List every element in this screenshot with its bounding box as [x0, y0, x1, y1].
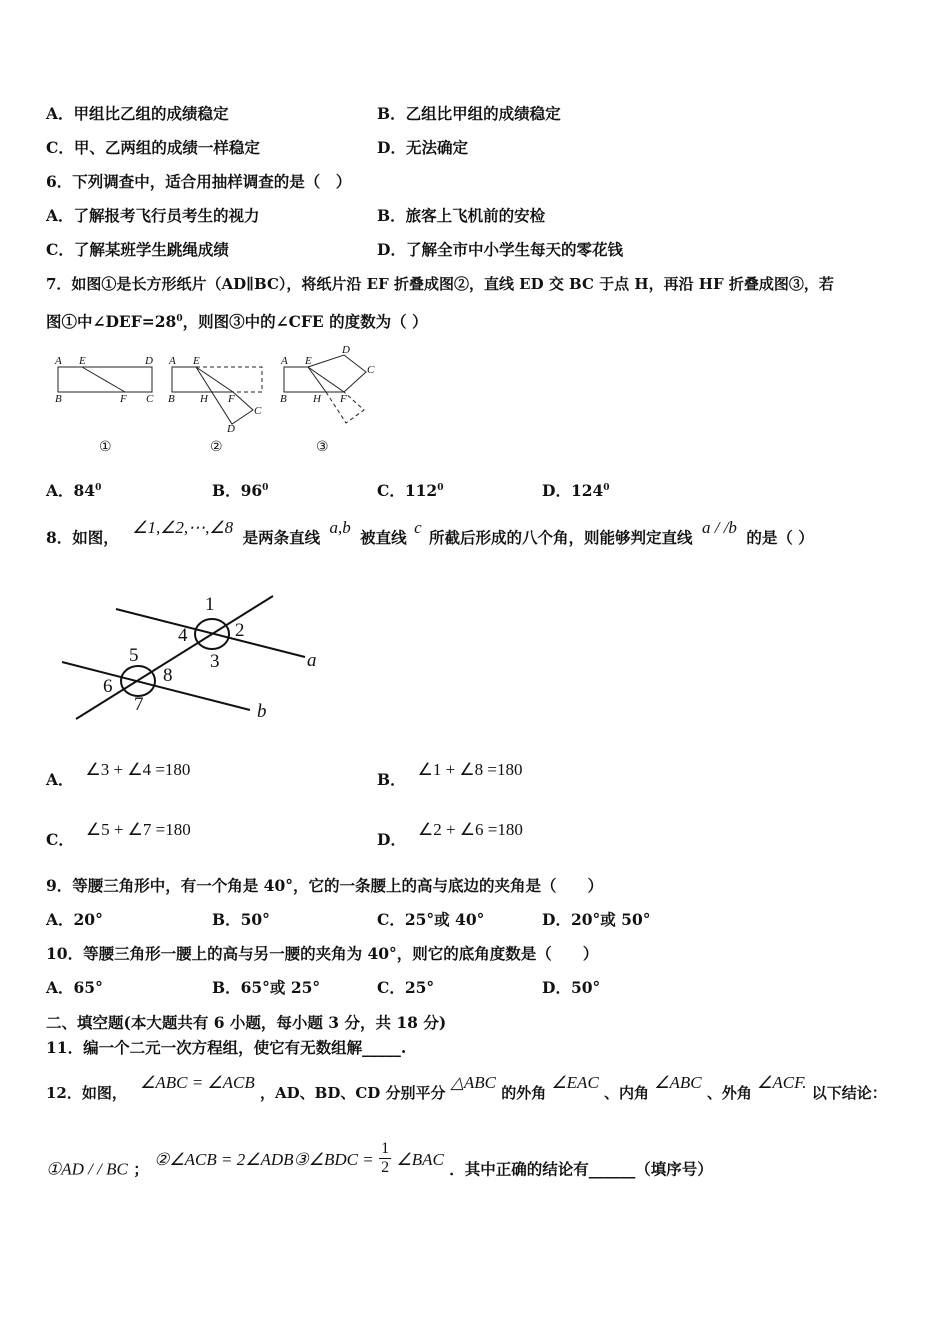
q8-option-d: D．∠2 + ∠6 =180 [377, 820, 523, 849]
q5-option-b: B．乙组比甲组的成绩稳定 [377, 104, 561, 123]
fig2-label-f: F [228, 393, 235, 405]
q7-stem-line1: 7．如图①是长方形纸片（AD∥BC），将纸片沿 EF 折叠成图②，直线 ED 交 BC 于点 H，再沿 HF 折叠成图③，若 [46, 275, 834, 293]
q8-option-c: C．∠5 + ∠7 =180 [46, 820, 191, 849]
q9-option-d: D．20°或 50° [542, 910, 651, 929]
fig3-label-e: E [305, 355, 312, 367]
fig1-label-e: E [79, 355, 86, 367]
fig2-label-c: C [254, 405, 262, 417]
q8-angle-8: 8 [163, 665, 173, 686]
fig3-label-d: D [342, 344, 350, 356]
fig1-caption: ① [99, 439, 112, 455]
q6-option-a: A．了解报考飞行员考生的视力 [46, 206, 260, 225]
q6-option-d: D．了解全市中小学生每天的零花钱 [377, 240, 623, 259]
q6-option-c: C．了解某班学生跳绳成绩 [46, 240, 229, 259]
q8-angle-7: 7 [134, 694, 144, 715]
q8-line-b: b [257, 701, 267, 722]
q8-option-b: B．∠1 + ∠8 =180 [377, 760, 523, 789]
q8-angle-3: 3 [210, 651, 220, 672]
q8-angle-1: 1 [205, 594, 215, 615]
fig2-label-e: E [193, 355, 200, 367]
q8-angle-2: 2 [235, 620, 245, 641]
fig1-label-c: C [146, 393, 154, 405]
fig2-label-h: H [200, 393, 208, 405]
fig1-label-d: D [145, 355, 153, 367]
q6-option-b: B．旅客上飞机前的安检 [377, 206, 546, 225]
fig2-label-b: B [168, 393, 175, 405]
q7-option-a: A．$84^0$ [46, 481, 102, 500]
fig1-label-a: A [55, 355, 62, 367]
q9-option-c: C．25°或 40° [377, 910, 485, 929]
q7-stem-line2: 图①中$\angle DEF=28^0$，则图③中的∠CFE 的度数为（ ） [46, 312, 428, 331]
fig3-label-b: B [280, 393, 287, 405]
fig3-caption: ③ [316, 439, 329, 455]
fig1-label-f: F [120, 393, 127, 405]
q9-option-b: B．50° [212, 910, 270, 929]
fig2-caption: ② [210, 439, 223, 455]
q5-option-c: C．甲、乙两组的成绩一样稳定 [46, 138, 260, 157]
fig2-label-a: A [169, 355, 176, 367]
q6-stem: 6．下列调查中，适合用抽样调查的是（ ） [46, 172, 352, 191]
q12-fraction: $\frac{1}{2}$ [381, 1140, 390, 1176]
q8-angle-5: 5 [129, 645, 139, 666]
q7-option-c: C．$112^0$ [377, 481, 444, 500]
q9-option-a: A．20° [46, 910, 103, 929]
q7-option-d: D．$124^0$ [542, 481, 610, 500]
q7-option-b: B．$96^0$ [212, 481, 269, 500]
fig3-label-h: H [313, 393, 321, 405]
q8-angle-6: 6 [103, 676, 113, 697]
q8-angle-4: 4 [178, 625, 188, 646]
fig3-label-f: F [340, 393, 347, 405]
fig3-label-a: A [281, 355, 288, 367]
q10-stem: 10．等腰三角形一腰上的高与另一腰的夹角为 40°，则它的底角度数是（ ） [46, 944, 599, 963]
q12-conclusions: ①AD / / BC ； ②∠ACB = 2∠ADB③∠BDC = $\frac{1}{2}$ ∠BAC ．其中正确的结论有______（填序号） [46, 1140, 713, 1179]
q5-option-d: D．无法确定 [377, 138, 468, 157]
section-2-title: 二、填空题(本大题共有 6 小题，每小题 3 分，共 18 分) [46, 1013, 447, 1032]
fig1-label-b: B [55, 393, 62, 405]
q8-line-a: a [307, 650, 317, 671]
q10-option-a: A．65° [46, 978, 103, 997]
q12-stem: 12．如图， ∠ABC = ∠ACB ，AD、BD、CD 分别平分 △ABC 的外角 ∠EAC 、内角 ∠ABC 、外角 ∠ACF. 以下结论： [46, 1073, 887, 1102]
fig2-label-d: D [227, 423, 235, 435]
q11-stem: 11．编一个二元一次方程组，使它有无数组解_____. [46, 1038, 407, 1057]
q8-stem: 8．如图， ∠1,∠2,⋯,∠8 是两条直线 a,b 被直线 c 所截后形成的八个角，则能够判定直线 a / /b 的是（ ） [46, 518, 814, 547]
q5-option-a: A．甲组比乙组的成绩稳定 [46, 104, 229, 123]
q8-option-a: A．∠3 + ∠4 =180 [46, 760, 191, 789]
q10-option-c: C．25° [377, 978, 435, 997]
fig3-label-c: C [367, 364, 375, 376]
q9-stem: 9．等腰三角形中，有一个角是 40°，它的一条腰上的高与底边的夹角是（ ） [46, 876, 604, 895]
q10-option-d: D．50° [542, 978, 601, 997]
q10-option-b: B．65°或 25° [212, 978, 321, 997]
